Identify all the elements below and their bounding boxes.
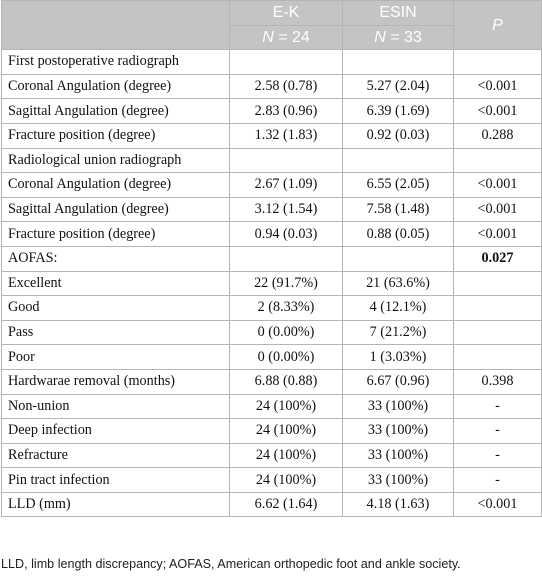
row-label: Pin tract infection — [2, 468, 230, 493]
cell-esin: 33 (100%) — [343, 394, 454, 419]
row-label: Pass — [2, 320, 230, 345]
cell-p: <0.001 — [454, 74, 542, 99]
cell-ek: 6.88 (0.88) — [230, 369, 343, 394]
cell-ek: 24 (100%) — [230, 394, 343, 419]
cell-esin: 4 (12.1%) — [343, 296, 454, 321]
cell-ek: 24 (100%) — [230, 468, 343, 493]
row-label: Radiological union radiograph — [2, 148, 230, 173]
table-row — [2, 320, 542, 345]
cell-esin: 6.39 (1.69) — [343, 99, 454, 124]
cell-esin: 33 (100%) — [343, 419, 454, 444]
table-row — [2, 173, 542, 198]
cell-esin: 6.55 (2.05) — [343, 173, 454, 198]
table-row — [2, 492, 542, 517]
cell-ek: 2 (8.33%) — [230, 296, 343, 321]
cell-ek: 0 (0.00%) — [230, 345, 343, 370]
table-row — [2, 419, 542, 444]
cell-ek — [230, 50, 343, 75]
cell-ek: 24 (100%) — [230, 419, 343, 444]
cell-p — [454, 271, 542, 296]
cell-ek — [230, 246, 343, 271]
row-label: Good — [2, 296, 230, 321]
cell-p — [454, 345, 542, 370]
cell-p: - — [454, 443, 542, 468]
cell-esin: 4.18 (1.63) — [343, 492, 454, 517]
cell-ek: 22 (91.7%) — [230, 271, 343, 296]
cell-p — [454, 50, 542, 75]
cell-ek: 0 (0.00%) — [230, 320, 343, 345]
table-row — [2, 296, 542, 321]
cell-ek: 2.67 (1.09) — [230, 173, 343, 198]
cell-p: <0.001 — [454, 492, 542, 517]
row-label: LLD (mm) — [2, 492, 230, 517]
row-label: Poor — [2, 345, 230, 370]
row-label: Coronal Angulation (degree) — [2, 74, 230, 99]
table-row — [2, 345, 542, 370]
table-row — [2, 271, 542, 296]
row-label: AOFAS: — [2, 246, 230, 271]
cell-p: 0.398 — [454, 369, 542, 394]
cell-esin: 7 (21.2%) — [343, 320, 454, 345]
cell-ek: 2.83 (0.96) — [230, 99, 343, 124]
cell-ek: 0.94 (0.03) — [230, 222, 343, 247]
header-esin-n-value: = 33 — [385, 28, 422, 46]
cell-esin: 7.58 (1.48) — [343, 197, 454, 222]
table-row — [2, 74, 542, 99]
cell-ek: 3.12 (1.54) — [230, 197, 343, 222]
cell-esin: 0.92 (0.03) — [343, 123, 454, 148]
cell-esin — [343, 148, 454, 173]
row-label: Non-union — [2, 394, 230, 419]
row-label: Excellent — [2, 271, 230, 296]
cell-p: - — [454, 394, 542, 419]
header-ek: E-K — [230, 1, 343, 26]
cell-p: <0.001 — [454, 197, 542, 222]
cell-p — [454, 148, 542, 173]
header-esin: ESIN — [343, 1, 454, 26]
cell-p: 0.027 — [454, 246, 542, 271]
cell-p: - — [454, 468, 542, 493]
cell-esin: 33 (100%) — [343, 468, 454, 493]
cell-p: <0.001 — [454, 222, 542, 247]
row-label: Fracture position (degree) — [2, 222, 230, 247]
cell-p: - — [454, 419, 542, 444]
cell-esin — [343, 50, 454, 75]
cell-esin: 5.27 (2.04) — [343, 74, 454, 99]
cell-p: 0.288 — [454, 123, 542, 148]
cell-esin: 33 (100%) — [343, 443, 454, 468]
cell-p: <0.001 — [454, 99, 542, 124]
table-row — [2, 468, 542, 493]
table-header — [2, 1, 542, 50]
table-row — [2, 197, 542, 222]
table-row — [2, 222, 542, 247]
cell-ek: 6.62 (1.64) — [230, 492, 343, 517]
cell-ek: 24 (100%) — [230, 443, 343, 468]
cell-esin: 21 (63.6%) — [343, 271, 454, 296]
table-row — [2, 394, 542, 419]
table-row — [2, 50, 542, 75]
cell-ek: 1.32 (1.83) — [230, 123, 343, 148]
row-label: Refracture — [2, 443, 230, 468]
table-row — [2, 246, 542, 271]
results-table — [1, 0, 542, 517]
header-ek-n-prefix: N — [262, 28, 274, 46]
row-label: First postoperative radiograph — [2, 50, 230, 75]
header-esin-n — [343, 25, 454, 50]
row-label: Sagittal Angulation (degree) — [2, 99, 230, 124]
cell-ek: 2.58 (0.78) — [230, 74, 343, 99]
header-p — [454, 1, 542, 50]
row-label: Deep infection — [2, 419, 230, 444]
table-row — [2, 369, 542, 394]
table-row — [2, 148, 542, 173]
row-label: Hardwarae removal (months) — [2, 369, 230, 394]
cell-esin — [343, 246, 454, 271]
header-p-label: P — [492, 16, 503, 34]
header-ek-n-value: = 24 — [273, 28, 310, 46]
row-label: Fracture position (degree) — [2, 123, 230, 148]
header-blank-cell — [2, 1, 230, 50]
header-esin-n-prefix: N — [374, 28, 386, 46]
cell-esin: 0.88 (0.05) — [343, 222, 454, 247]
table-row — [2, 99, 542, 124]
cell-p — [454, 296, 542, 321]
cell-p: <0.001 — [454, 173, 542, 198]
table-row — [2, 443, 542, 468]
header-ek-n — [230, 25, 343, 50]
row-label: Sagittal Angulation (degree) — [2, 197, 230, 222]
cell-p — [454, 320, 542, 345]
table-body — [2, 50, 542, 517]
header-row-1 — [2, 1, 542, 26]
cell-esin: 1 (3.03%) — [343, 345, 454, 370]
cell-esin: 6.67 (0.96) — [343, 369, 454, 394]
table-row — [2, 123, 542, 148]
footnote: LLD, limb length discrepancy; AOFAS, American orthopedic foot and ankle society. — [1, 557, 461, 571]
row-label: Coronal Angulation (degree) — [2, 173, 230, 198]
cell-ek — [230, 148, 343, 173]
